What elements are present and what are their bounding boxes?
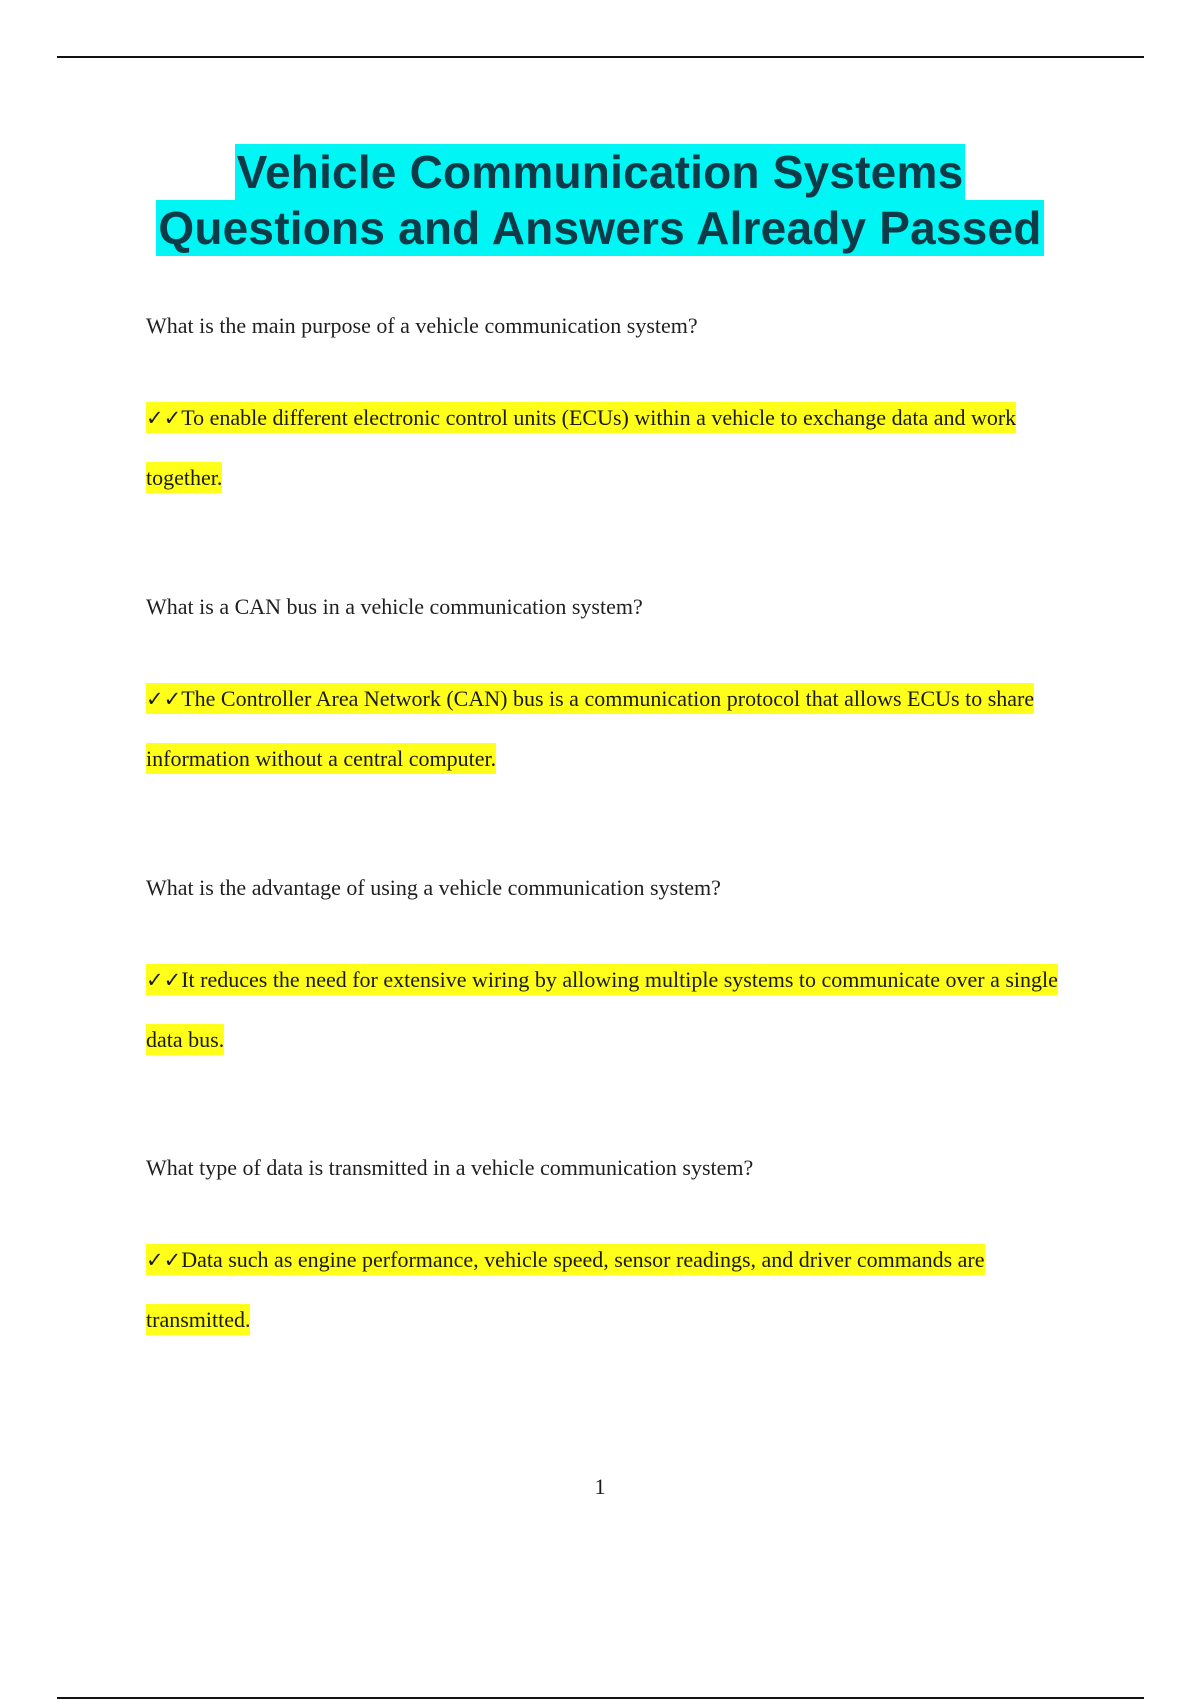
title-line-1: Vehicle Communication Systems <box>236 146 964 198</box>
question-text: What is the main purpose of a vehicle communication system? <box>146 313 698 338</box>
question-text: What is a CAN bus in a vehicle communication system? <box>146 594 643 619</box>
top-rule <box>57 56 1144 58</box>
answer-block <box>146 669 1086 789</box>
answer-block <box>146 1230 1086 1350</box>
qa-item <box>146 593 1086 789</box>
qa-item <box>146 312 1086 508</box>
qa-item <box>146 874 1086 1070</box>
double-check-icon: ✓✓ <box>146 1248 182 1272</box>
double-check-icon: ✓✓ <box>146 406 182 430</box>
answer-block <box>146 388 1086 508</box>
document-title <box>0 144 1200 256</box>
answer-highlight <box>146 1244 985 1335</box>
answer-text: To enable different electronic control units (ECUs) within a vehicle to exchange data and work together. <box>146 405 1017 490</box>
qa-item <box>146 1154 1086 1350</box>
double-check-icon: ✓✓ <box>146 968 182 992</box>
title-line-2: Questions and Answers Already Passed <box>158 202 1042 254</box>
answer-highlight <box>146 402 1016 493</box>
answer-highlight <box>146 683 1034 774</box>
answer-text: Data such as engine performance, vehicle speed, sensor readings, and driver commands are transmitted. <box>146 1247 985 1332</box>
question-text: What is the advantage of using a vehicle communication system? <box>146 875 721 900</box>
double-check-icon: ✓✓ <box>146 687 182 711</box>
question-text: What type of data is transmitted in a vehicle communication system? <box>146 1155 754 1180</box>
answer-text: It reduces the need for extensive wiring by allowing multiple systems to communicate over a single data bus. <box>146 967 1058 1052</box>
answer-text: The Controller Area Network (CAN) bus is a communication protocol that allows ECUs to share information without a central computer. <box>146 686 1035 771</box>
answer-block <box>146 950 1086 1070</box>
page-number: 1 <box>594 1474 606 1499</box>
bottom-rule <box>57 1697 1144 1699</box>
answer-highlight <box>146 964 1058 1055</box>
